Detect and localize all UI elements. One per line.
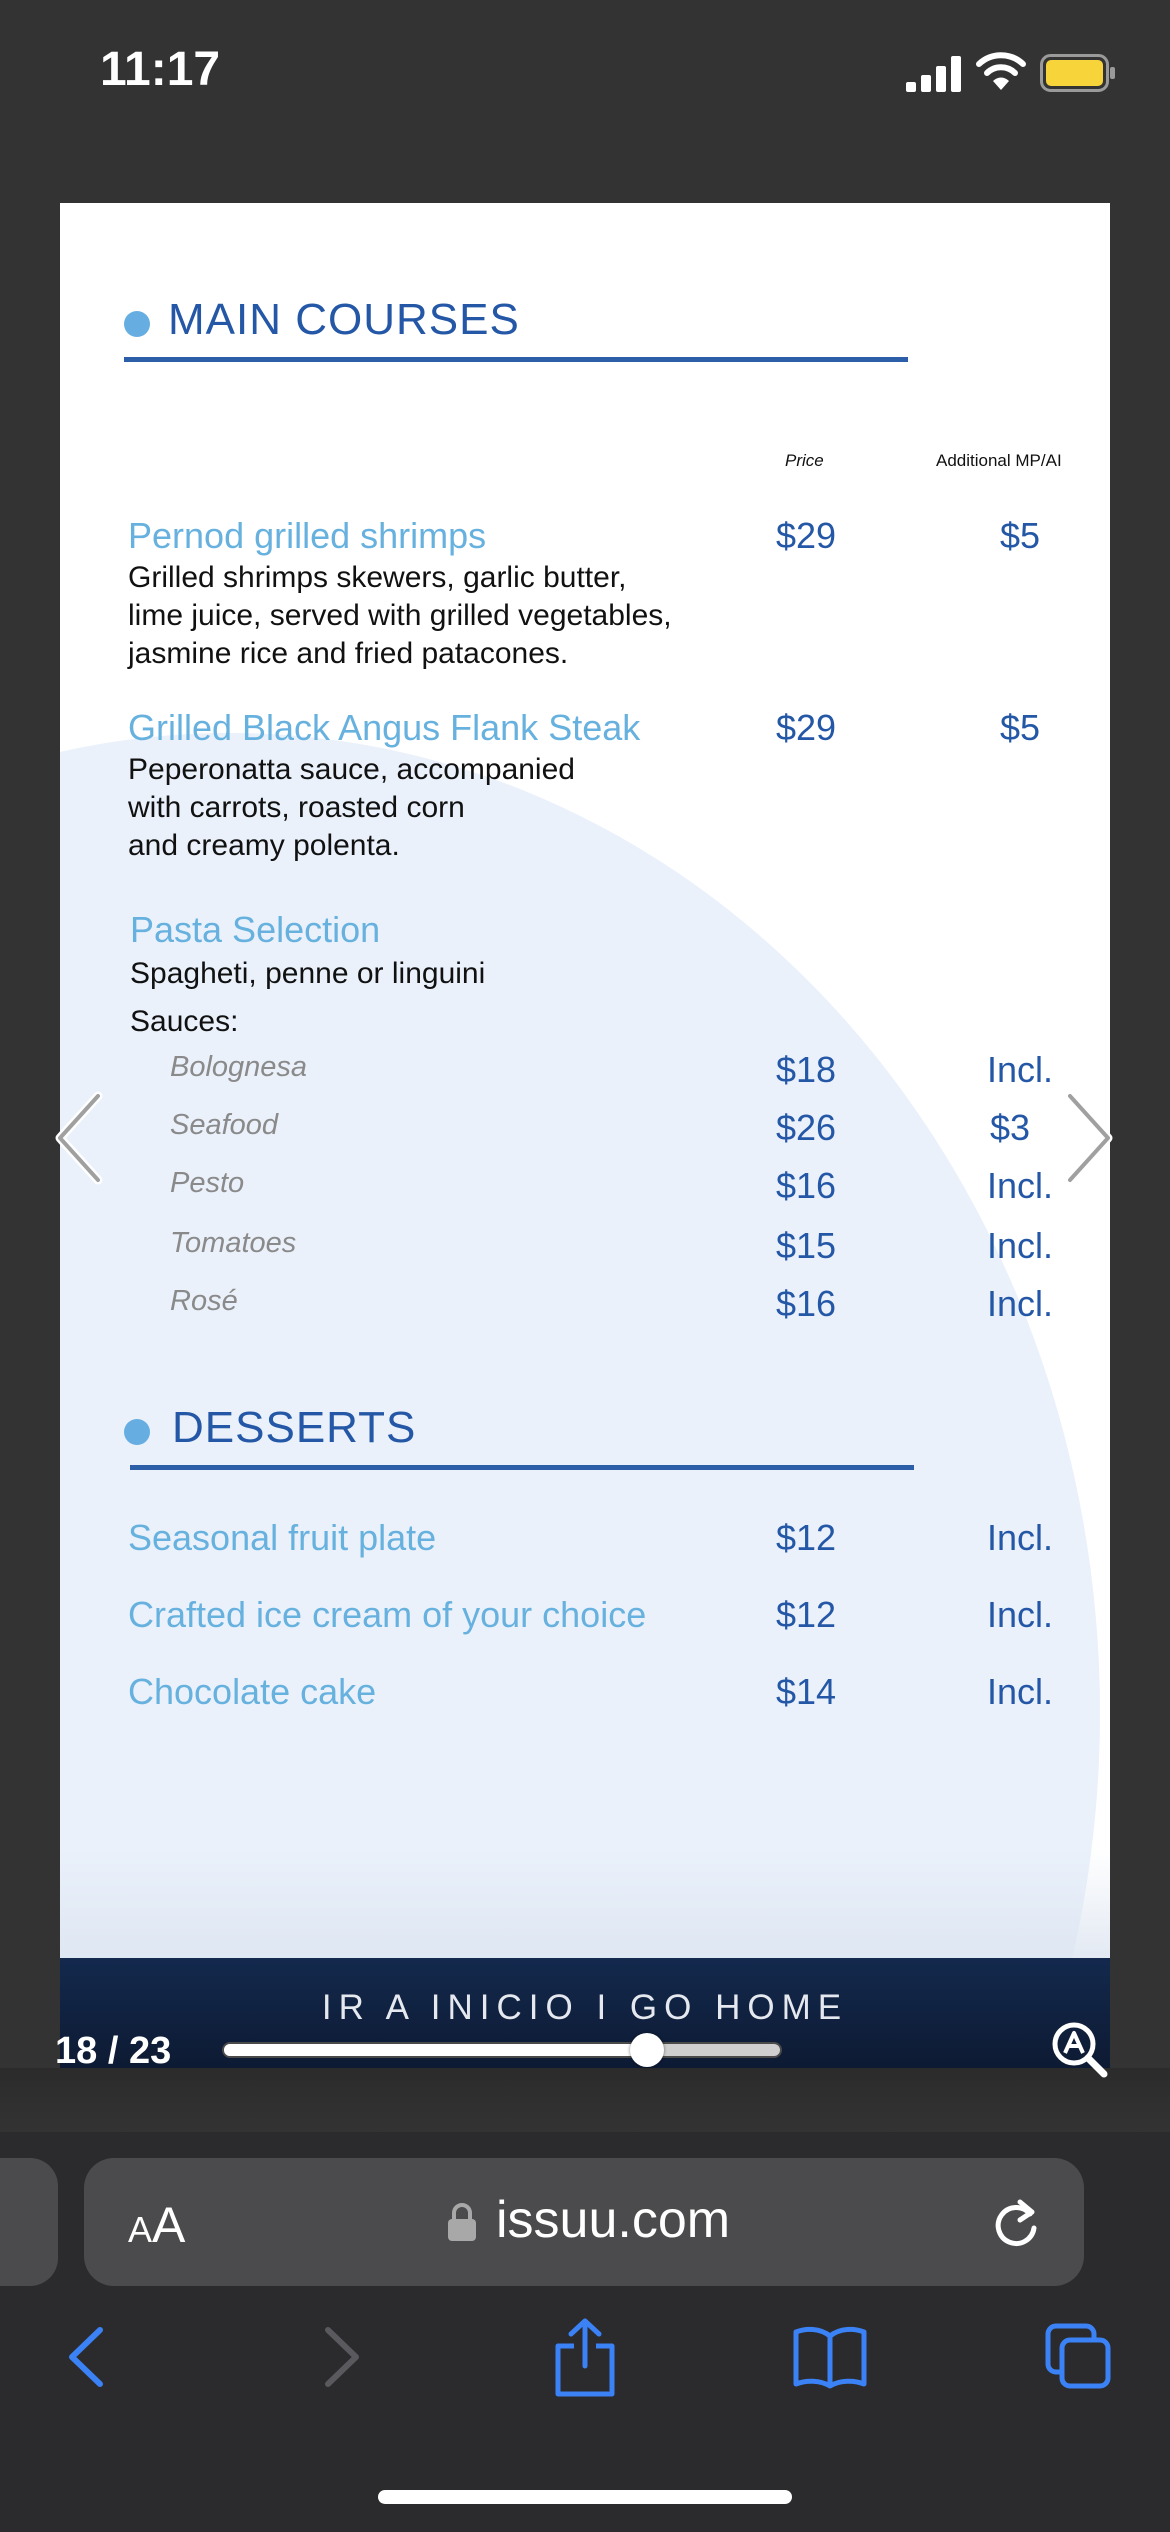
section-divider bbox=[130, 1465, 914, 1470]
sauce-name: Rosé bbox=[170, 1285, 238, 1317]
tabs-icon[interactable] bbox=[1044, 2322, 1114, 2392]
zoom-icon[interactable] bbox=[1050, 2020, 1110, 2080]
reader-options-button[interactable]: AA bbox=[128, 2197, 186, 2253]
sauces-label: Sauces: bbox=[130, 1005, 239, 1038]
go-home-label: IR A INICIO I GO HOME bbox=[321, 1988, 849, 2027]
menu-item-description: Grilled shrimps skewers, garlic butter, lime juice, served with grilled vegetables, jasmine rice and fried patacones. bbox=[128, 561, 672, 670]
dessert-additional: Incl. bbox=[986, 1594, 1054, 1635]
menu-item-price: $29 bbox=[775, 707, 837, 748]
home-indicator[interactable] bbox=[378, 2490, 792, 2504]
sauce-price: $16 bbox=[775, 1165, 837, 1206]
bookmarks-icon[interactable] bbox=[792, 2322, 868, 2392]
page-slider-fill bbox=[224, 2044, 658, 2056]
back-icon[interactable] bbox=[62, 2322, 112, 2392]
sauce-additional: Incl. bbox=[986, 1283, 1054, 1324]
menu-item-description: Peperonatta sauce, accompanied with carrots, roasted corn and creamy polenta. bbox=[128, 753, 575, 862]
previous-tab-preview[interactable] bbox=[0, 2158, 58, 2286]
section-divider bbox=[124, 357, 908, 362]
menu-item-additional: $5 bbox=[999, 515, 1041, 556]
sauce-price: $26 bbox=[775, 1107, 837, 1148]
menu-item-price: $29 bbox=[775, 515, 837, 556]
sauce-name: Tomatoes bbox=[170, 1227, 297, 1259]
price-column-header: Price bbox=[785, 451, 824, 470]
menu-item-name: Grilled Black Angus Flank Steak bbox=[128, 707, 641, 748]
desserts-title: DESSERTS bbox=[172, 1403, 417, 1452]
menu-item-additional: $5 bbox=[999, 707, 1041, 748]
chevron-left-icon[interactable] bbox=[52, 1090, 104, 1186]
lock-icon bbox=[446, 2202, 478, 2242]
dessert-additional: Incl. bbox=[986, 1517, 1054, 1558]
dessert-price: $14 bbox=[775, 1671, 837, 1712]
section-bullet bbox=[124, 311, 150, 337]
sauce-price: $18 bbox=[775, 1049, 837, 1090]
dessert-additional: Incl. bbox=[986, 1671, 1054, 1712]
menu-item-description: Spagheti, penne or linguini bbox=[130, 957, 486, 990]
section-bullet bbox=[124, 1419, 150, 1445]
reload-icon[interactable] bbox=[990, 2194, 1042, 2250]
share-icon[interactable] bbox=[550, 2318, 620, 2398]
dessert-price: $12 bbox=[775, 1594, 837, 1635]
dessert-price: $12 bbox=[775, 1517, 837, 1558]
page-slider-track[interactable] bbox=[222, 2042, 782, 2058]
sauce-price: $16 bbox=[775, 1283, 837, 1324]
sauce-name: Pesto bbox=[170, 1167, 245, 1199]
url-text[interactable]: issuu.com bbox=[496, 2191, 731, 2249]
battery-icon bbox=[1040, 54, 1116, 92]
menu-item-name: Pernod grilled shrimps bbox=[128, 515, 487, 556]
sauce-additional: Incl. bbox=[986, 1225, 1054, 1266]
status-time: 11:17 bbox=[100, 43, 221, 96]
menu-item-name: Pasta Selection bbox=[130, 909, 381, 950]
page-slider-thumb[interactable] bbox=[630, 2033, 664, 2067]
dessert-name: Crafted ice cream of your choice bbox=[128, 1594, 647, 1635]
sauce-name: Bolognesa bbox=[170, 1051, 308, 1083]
sauce-additional: Incl. bbox=[986, 1165, 1054, 1206]
dessert-name: Seasonal fruit plate bbox=[128, 1517, 437, 1558]
chevron-right-icon[interactable] bbox=[1064, 1090, 1116, 1186]
menu-page bbox=[60, 203, 1110, 1958]
sauce-price: $15 bbox=[775, 1225, 837, 1266]
page-counter: 18 / 23 bbox=[55, 2030, 172, 2072]
sauce-additional: $3 bbox=[989, 1107, 1031, 1148]
dessert-name: Chocolate cake bbox=[128, 1671, 377, 1712]
forward-icon[interactable] bbox=[316, 2322, 366, 2392]
main-courses-title: MAIN COURSES bbox=[168, 295, 520, 344]
sauce-additional: Incl. bbox=[986, 1049, 1054, 1090]
additional-column-header: Additional MP/AI bbox=[936, 451, 1062, 470]
wifi-icon bbox=[975, 50, 1027, 92]
sauce-name: Seafood bbox=[170, 1109, 279, 1141]
cellular-signal-icon bbox=[906, 56, 962, 92]
